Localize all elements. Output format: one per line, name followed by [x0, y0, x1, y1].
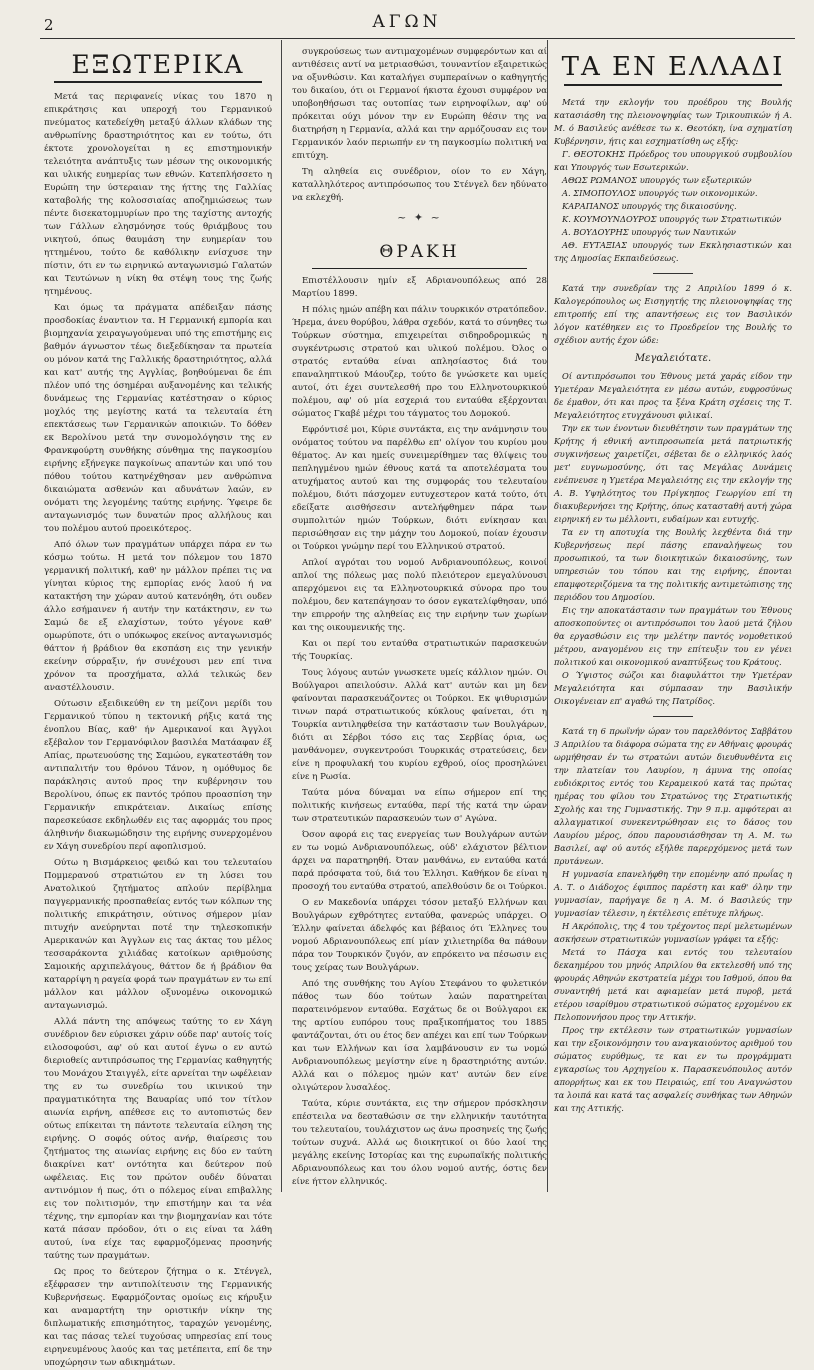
- military-paragraph: Η γυμνασία επανελήφθη την επομένην από πρωΐας η Α. Τ. ο Διάδοχος έφιππος παρέστη και καθ' όλην την γυμνασίαν, παρήγαγε δε η Α. Μ. ό Βασιλεύς την γυμνασίαν τέλεσιν, η έκτέλεσις επέτυχε πλήρως.: [554, 869, 792, 918]
- article-paragraph: Από της συνθήκης του Αγίου Στεφάνου το φυλετικόν πάθος των δύο τούτων λαών παρατηρείται παρατεινόμενον ενταύθα. Εσχάτως δε οι Βούλγαροι εκ της αρτίου ευπόρου τους πραξικοπήματος του 1885 φαντάζονται, ότι ου έτος δεν απέχει και επί των Τούρκων και των Ελλήνων και ίσα λαμβάνουσιν εν τω νομώ Ανδριανουπόλεως μεγίστην είνε η δραστηριότης αυτών. Αλλά και ο πόλεμος ημών κατ' αυτών δεν είνε ολιγώτερον λυσαλέος.: [292, 979, 547, 1093]
- article-paragraph: Μετά τας περιφανείς νίκας του 1870 η επικράτησις και υπεροχή του Γερμανικού πνεύματος κατεδείχθη μεταξύ άλλων κλάδων της ανθρωπίνης δραστηριότητος και εν τούτω, ότι έκτοτε χρονολογείται η ες επιστημονικήν τελειότητα ανάπτυξις των μέσων της οικονομικής και υλικής ευημερίας των εθνών. Κατεπλήσσετο η Ευρώπη την ύστεραιαν της ήττης της Γαλλίας καταβολής της κολοσσιαίας αποζημιώσεως των πέντε δισεκατομμυρίων προ της ταχίστης αντοχής των Γάλλων ελησμόνησε τούς θριάμβους του νικητού, όπως θαυμάση την ευημερίαν του ηττημένου, τούτο δε καθόλικην ενίσχυσε την πίστιν, ότι εν τω ειρηνικώ ανταγωνισμώ Γαλατών και Τευτώνων η νίκη θα στέψη τους της ζωής ητημένους.: [44, 92, 272, 297]
- column-greece-news: [554, 40, 792, 1190]
- military-news: [554, 725, 792, 1115]
- cabinet-intro: Μετά την εκλογήν του προέδρου της Βουλής κατασιάσθη της πλειονοψηφίας των Τρικουπικών ή Α. Μ. ό Βασιλεύς ανέθεσε τω κ. Θεοτόκη, ίνα σχηματίση Κυβέρνησιν, ήτις και εσχηματίσθη ως εξής:: [554, 97, 792, 146]
- article-paragraph: Όσον αφορά εις τας ενεργείας των Βουλγάρων αυτών εν τω νομώ Ανδριανουπόλεως, ούδ' ελάχιστον βέλτιον άρχει να παρατηρηθή. Όταν μανθάνω, εν ενταύθα κατά παρά πρόσφατα τού, διά του Έλλησι. Καθήκον δε είναι η προσοχή του ενταύθα στρατού, απελθούσιν δε οι Τούρκοι.: [292, 830, 547, 892]
- address-paragraph: Ο Ύψιστος σώζοι και διαφυλάττοι την Υμετέραν Μεγαλειότητα και σύμπασαν την Βασιλικήν Οικογένειαν επ' αγαθώ της Πατρίδος.: [554, 670, 792, 706]
- article-paragraph: Ούτω η Βισμάρκειος φειδώ και του τελευταίου Πομμερανού στρατιώτου εν τη λύσει του Ανατολικού ζητήματος απλούν περίβλημα παγγερμανικής προσπαθείας εντός των κόλπων της πολιτικής επικράτησιν, ούτινος σήμερον μίαν πιτυχήν ανεύρηνται ποτέ την τηλεσκοπικήν Αμερικανών και Άγγλων εις τας άκτας του μέλος τεσσαράκοντα χιλιάδας κατοίκων αριθμούσης Σαμοικής αρχιπελάγους, θάττον δε ή βράδιον θα καταρρίψη η ραγεία φορά των πραγμάτων εν τω επί μάλλον και μάλλον οξυνομένω οικονομικώ ανταγωνισμώ.: [44, 858, 272, 1011]
- article-paragraph: Αλλά πάντη της απόψεως ταύτης το εν Χάγη συνέδριον δεν εύρισκει χάριν ούδε παρ' αυτοίς τοίς ειλοσοφούσι, αφ' ού και αυτοί έγνω ο εν αυτώ διεριοθείς αντιπρόσωπος της Γερμανίας καθηγητής του Μονάχου Σταιγγέλ, είτε αρνείται την ωφέλειαν της εν τω συνεδρίω του ικινικού την πραγματικότητα της Βαυαρίας υπό τον τίτλον αιωνία ειρήνη, απέθεσε εις το αυτοπιστώς δεν ούτως επίκειται τη πάντοτε τελευταία είληση της ειρήνης. Ο σοφός ούτος ανήρ, θιαίρεσις του ζητήματος της αιωνίας ειρήνης εις δύο εν ταύτη διακρίνει κατ' οντότητα και δεύτερον πού ωφέλειας. Εις τον πρώτον ουδέν δύναται αντινόμιον ή πως, ότι ο πόλεμος είναι επιβαλλης εις τον πολιτισμόν, την επιστήμην και τα νέα τέχνης, την εμπορίαν και την βιομηχανίαν και τότε κατά πάσαν πρόοδον, ότι ο εις είναι τα λάθη αυτού, ίνα είχε τας εφαρμοζόμενας προσηνής ταύτης των πραγμάτων.: [44, 1017, 272, 1261]
- article-paragraph: Και όμως τα πράγματα απέδειξαν πάσης προσδοκίας έναντιον τα. Η Γερμανική εμπορία και βιομηχανία χειραγωγούμεναι υπό της επιστήμης εις βαθμόν άγνωστον τέως διεξεδίκησαν τα πρωτεία ου μόνον κατά της Γαλλικής δραστηριότητος, αλλά και κατ' αυτής της Αγγλίας, βοηθούμεναι δε έπι πλέον υπό της όσημέραι αυξανομένης και τελικής δυνάμεως της Γερμανίας κατέστησαν ο κύριος μοχλός της μεγίστης κατά τα τελευταία έτη επεκτάσεως των Γερμανικών αποικιών. Το δόθεν εκ Βερολίνου μετά την συνομολόγησιν της εν Φρανκφούρτη συνθήκης σύνθημα της παγκοσμίου ειρήνης εξήνεγκε παγκοίνως απαντών και υπό του πόθου τούτου κατηνέχθησαν μεν ανθρώπινα δικαιώματα ασθενών και αδυνάτων λαών, εν ονόματι της λεγομένης ταύτης ειρήνης. Ύφειρε δε ανταγωνισμός των δυνατών προς αλλήλους και του πολέμου αυτού προεικότερος.: [44, 303, 272, 534]
- minister-entry: ΚΑΡΑΠΑΝΟΣ υπουργός της δικαιοσύνης.: [562, 201, 737, 211]
- minister-entry: Α. ΒΟΥΔΟΥΡΗΣ υπουργός των Ναυτικών: [562, 227, 736, 237]
- minister-entry: ΑΘ. ΕΥΤΑΞΙΑΣ υπουργός των Εκκλησιαστικών και της Δημοσίας Εκπαιδεύσεως.: [554, 240, 792, 263]
- column-divider-1: [281, 40, 282, 1192]
- top-rule: [40, 38, 795, 39]
- short-rule: [653, 716, 693, 717]
- article-paragraph: Ταύτα μόνα δύναμαι να είπω σήμερον επί της πολιτικής κινήσεως ενταύθα, περί τής κατά την ώραν των στρατευτικών παρασκευών των σ' Αγώνα.: [292, 788, 547, 824]
- address-body: [554, 370, 792, 708]
- address-heading: Μεγαλειότατε.: [634, 353, 712, 364]
- article-paragraph: Ταύτα, κύριε συντάκτα, εις την σήμερον πρόσκλησιν επέστειλα να δεσταθώσιν σε την ελληνικήν ταυτότητα του τελευταίου, τουλάχιστον ως άνω προσηνείς της ζωής τούτων συχνά. Αλλά ως διοικητικοί οι δύο λαοί της μεγάλης εκείνης Ιστορίας και της ευρωπαϊκής πολιτικής Αδριανουπόλεως και του όλου νομού αυτής, όστις δεν είνε ήττον ελληνικός.: [292, 1099, 547, 1187]
- address-paragraph: Οί αντιπρόσωποι του Έθνους μετά χαράς είδον την Υμετέραν Μεγαλειότητα εν μέσω αυτών, ευφροσύνως δε έμαθον, ότι και προς τα ξένα Κράτη σχέσεις της Τ. Μεγαλειότητος ετυγχάνουσι φιλικαί.: [554, 371, 792, 420]
- session-note: [554, 282, 792, 347]
- article-paragraph: Εφρόντισέ μοι, Κύριε συντάκτα, εις την ανάμνησιν του ονόματος τούτου να παρέλθω επ' ολίγον του κυρίου μου θέματος. Αν και ημείς συνειμερίθημεν τας θλίψεις του πεπληγμένου ημών έθνους κατά τα αποτελέσματα του ατυχήματος αυτού και της συμφοράς του τελευταίου πολέμου, διότι πάσχομεν ευτυχεστερον κατά τούτο, ότι εδείξατε αισθήσεσιν αντελήφθημεν πάρα των συμπολιτών ημών Τούρκων, διότι ενίκησαν και περισώθησαν εις την μάχην του Δομοκού, ποίαν έχουσιν οι Τούρκοι γνώμην περί του Ελληνικού στρατού.: [292, 425, 547, 552]
- column-thrace: [292, 40, 547, 1190]
- column-foreign-news: [44, 40, 272, 1368]
- section-title-foreign: ΕΞΩΤΕΡΙΚΑ: [71, 50, 245, 79]
- article-paragraph: συγκρούσεως των αντιμαχομένων συμφερόντων και αί αντιθέσεις αντί να μετριασθώσι, τουναντίον εξαιρετικώς να οξυνθώσιν. Και καταλήγει συμπεραίνων ο καθηγητής του δικαίου, ότι οι Γερμανοί ήκιστα έχουσι συμφέρον να υποβοηθήσωσι τας ουτοπίας των ειρηνοφίλων, αφ' ού πρόκειται ούχι μόνον την εν Ευρώπη θέσιν της να διατηρήση η Γερμανία, αλλά και την αρμόζουσαν εις τον Γερμανικόν λαόν περιωπήν εν τη παγκοσμίω πολιτική να επιτύχη.: [292, 47, 547, 161]
- page-number: 2: [44, 16, 54, 34]
- article-paragraph: Ως προς το δεύτερον ζήτημα ο κ. Στένγελ, εξέφρασεν την αντιπολίτευσιν της Γερμανικής Κυβερνήσεως. Εφαρμόζοντας ομοίως εις κήρυξιν και αναμαρτήτη την οριστικήν νίκην της διπλωματικής επισημότητος, ταραχών γενομένης, και τας πάσας τελεί τυχούσας υπηρεσίας επί τους ειρηνευμένους λαούς και τας μετέπειτα, επί δε την υποχώρησιν των αδικημάτων.: [44, 1267, 272, 1368]
- session-paragraph: Κατά την συνεδρίαν της 2 Απριλίου 1899 ό κ. Καλογερόπουλος ως Εισηγητής της πλειονοψηφίας της επιτροπής επί της απαντήσεως εις τον Βασιλικόν λόγον κατέθηκεν εις το Προεδρείον της Βουλής το σχέδιον αυτής έχον ώδε:: [554, 283, 792, 345]
- minister-entry: Α. ΣΙΜΟΠΟΥΛΟΣ υπουργός των οικονομικών.: [562, 188, 758, 198]
- minister-entry: ΑΘΩΣ ΡΩΜΑΝΟΣ υπουργός των εξωτερικών: [562, 175, 752, 185]
- address-paragraph: Εις την αποκατάστασιν των πραγμάτων του Έθνους αποσκοπούντες οι αντιπρόσωποι του λαού μετά ζήλου θα εργασθώσιν εις την μελέτην παντός νομοθετικού μέτρου, αναγομένου εις την επίτευξιν του εν γένει πολιτικού και οικονομικού αναπτύξεως του Κράτους.: [554, 605, 792, 667]
- address-paragraph: Τα εν τη αποτυχία της Βουλής λεχθέντα διά την Κυβερνήσεως περί πάσης επαναλήψεως του προσωπικού, τα των διοικητικών δικαιοσύνης, των υπηρεσιών του τόπου και της ειρήνης, έπονται επαμφοτεριζόμενα τα της πολιτικής αντιμετώπισης της περιόδου του Δημοσίου.: [554, 527, 792, 602]
- military-paragraph: Μετά το Πάσχα και εντός του τελευταίου δεκαημέρου του μηνός Απριλίου θα εκτελεσθή υπό της φρουράς Αθηνών εκστρατεία μέχρι του Ισθμού, όπου θα συναντηθή μετά και αφιαμείαν μετά πυροβ, μετά ετέρου ισαρίθμου στρατιωτικού σώματος ερχομένου εκ Πελοποννήσου προς την Αττικήν.: [554, 947, 792, 1022]
- section-title-thrace: ΘΡΑΚΗ: [379, 242, 460, 262]
- article-paragraph: Τη αληθεία εις συνέδριον, οίον το εν Χάγη, καταλληλότερος αντιπρόσωπος του Στένγελ δεν ηδύνατο να εκλεχθή.: [292, 167, 547, 203]
- military-paragraph: Προς την εκτέλεσιν των στρατιωτικών γυμνασίων και την εξοικονόμησιν του αναγκαιούντος αριθμού του σώματος ευρύθμως, τε και εν τω προγράμματι εγκαρσίως του Αρχηγείου κ. Παρασκευόπουλος αυτόν απορρήτως και εκ του Πειραιώς, επί του Αναγνώστου τα λοιπά και κατά τας ασφαλείς συνθήκας των Αθηνών και της Αττικής.: [554, 1025, 792, 1113]
- section-title-greece: ΤΑ ΕΝ ΕΛΛΑΔΙ: [561, 52, 785, 82]
- cabinet-list: [554, 96, 792, 265]
- article-paragraph: Επιστέλλουσιν ημίν εξ Αδριανουπόλεως από 28 Μαρτίου 1899.: [292, 276, 547, 299]
- military-paragraph: Κατά τη 6 πρωϊνήν ώραν του παρελθόντος Σαββάτου 3 Απριλίου τα διάφορα σώματα της εν Αθήναις φρουράς ωρμήθησαν έν τω στρατώνι αυτών διευθυνθέντα εις την πλατείαν του Λαυρίου, η άμυνα της οποίας ευδιόκριτος εντός του Κεραμεικού κατά τας πρώτας ημέρας του φίλου του Στρατώνος της Στρατιωτικής Σχολής και της Γυμναστικής. Την 9 π.μ. αμφότεραι αι αλλαγματικοί συνεκεντρώθησαν εις το δάσος του Λαυρίου μέρος, όπου παρουσιάσθησαν τη Α. Μ. τω Βασιλεί, αφ' ού αυτός εξήλθε παρερχόμενος μετά των πρυτάνεων.: [554, 726, 792, 866]
- article-paragraph: Η πόλις ημών απέβη και πάλιν τουρκικόν στρατόπεδον. Ήρεμα, άνευ θορύβου, λάθρα σχεδόν, κατά το σύνηθες τω Τούρκων σύστημα, επιχειρείται σιδηροδρομικώς η συγκέντρωσις στρατού και υλικού πολέμου. Όλος ο στρατός ενταύθα είναι απλησίαστος διά του επαναληπτικού Μάουζερ, τούτο δε γνώσκετε και υμείς αυτοί, ότι έχει συντελεσθή προ του Ελληνοτουρκικού πολέμου, αφ' ού μία εσχεριά του ενταύθα εξέρχονται σώματος Γκαβέ μέχρι του τάγματος του Δομοκού.: [292, 305, 547, 419]
- minister-entry: Γ. ΘΕΟΤΟΚΗΣ Πρόεδρος του υπουργικού συμβουλίου και Υπουργός των Εσωτερικών.: [554, 149, 792, 172]
- article-paragraph: Ο εν Μακεδονία υπάρχει τόσον μεταξύ Ελλήνων και Βουλγάρων εχθρότητες ενταύθα, φανερώς υπάρχει. Ο Έλλην φαίνεται άδελφός και βέβαιος ότι Έλληνες του νομού Αδριανουπόλεως επί μίαν χιλιετηρίδα θα πάθουν πάρα τον Τουρκικόν ζυγόν, αν επρόκειτο να πέσωσιν εις τους χείρας των Βουλγάρων.: [292, 898, 547, 973]
- title-underline: [312, 268, 527, 269]
- masthead: ΑΓΩΝ: [372, 12, 442, 32]
- address-paragraph: Την εκ των ένοντων διευθέτησιν των πραγμάτων της Κρήτης ή εθνική αντιπροσωπεία μετά πατριωτικής συγκινήσεως χαιρετίζει, σέβεται δε ο ελληνικός λαός μετ' ευγνωμοσύνης, ότι τας Μεγάλας Δυνάμεις ενέπνευσε η Υμετέρα Μεγαλειότης εις την εκλογήν της Α. Β. Υψηλότητος του Πρίγκηπος Γεωργίου επί τη διακυβερνήσει της Κρήτης, όπως κατασταθή αυτή χώρα ειρηνική εν τω μέλλοντι, ευδαίμων και ευτυχής.: [554, 423, 792, 524]
- ornament-divider: ~ ✦ ~: [397, 211, 442, 224]
- short-rule: [653, 273, 693, 274]
- article-paragraph: Τους λόγους αυτών γνωσκετε υμείς κάλλιον ημών. Οι Βούλγαροι απειλούσιν. Αλλά κατ' αυτών και μη δεν φαίνονται παρασκευάζοντες οι Τούρκοι. Εκ ψιθυρισμών τινων παρά στρατιωτικούς κύκλους φαίνεται, ότι η Τουρκία αντιληφθείσα την κατάστασιν των Βουλγάρων, διότι αι Σέρβοι τόσο εις τας Σερβίας όρια, ως μανθάνομεν, συγκεντρούσι Τουρκικάς στρατεύσεις, δεν είνε η προφυλακή του κυρίου εχθρού, οίος προσηλώνει είνε η Ρωσία.: [292, 668, 547, 782]
- article-paragraph: Από όλων των πραγμάτων υπάρχει πάρα εν τω κόσμω τούτω. Η μετά τον πόλεμον του 1870 γερμανική πολιτική, καθ' ην μάλλον πρέπει τις να γίνηται κύριος της εμπορίας ενός λαού ή να κατακτήση την χώραν αυτού κατενόηθη, ότι ουδεν άλλο εσήμαινεν ή αυτήν την κατάκτησιν, εν τω Σαμώ δε εξ ελαχίστων, τούτο γέγονε καθ' ομωρύποτε, ότι ο υπόκωφος εκείνος ανταγωνισμός θάττον ή βράδιον θα εκσπάση εις την γενικήν εκείνην σύρραξιν, ήν συνέχουσι μεν επί τινα χρόνον τα προσχήματα, αλλά τελικώς δεν αναστέλλουσιν.: [44, 540, 272, 693]
- article-paragraph: Και οι περί του ενταύθα στρατιωτικών παρασκευών τής Τουρκίας.: [292, 639, 547, 662]
- article-paragraph: Απλοί αγρόται του νομού Ανδριανουπόλεως, κοινοί απλοί της πόλεως μας πολύ πλειότερον εμεγαλύνουσι απερχόμενοι εις τα Ελληνοτουρκικά σύνορα προ του πολέμου, δεν κατεπάγησαν το όσον εγκατελίφθησαν, υπό την επιρροήν της αληθείας εις την ειρήνην των χωρίων και της οικουμενικής της.: [292, 558, 547, 633]
- article-paragraph: Ούτωσιν εξειδικεύθη εν τη μείζονι μερίδι του Γερμανικού τύπου η τεκτονική ρήξις κατά της ένοπλου Βίας, καθ' ήν Αμερικανοί και Άγγλοι εξέβαλον τον Γερμανόφιλον βασιλέα Ματάαφαν έξ Απίας, πρωτευούσης της Σαμώου, εγκατεστάθη τον αντιπαλιτήν του θρόνου Τάνον, η ομόθυμος δε παράκλησις αυτού προς την κυβέρνησιν του Βερολίνου, όπως εκ παντός τρόπου προασπίση την Γερμανικήν επικράτειαν. Δικαίως επίσης παρεσκεύασε εκδηλωθέν εις τας αφορμάς του προς άληθινήν διακωμώδησιν της ειρήνης συνερχομένου εν Χάγη συνεδρίου περί αφοπλισμού.: [44, 699, 272, 852]
- column-divider-2: [547, 40, 548, 1192]
- minister-entry: Κ. ΚΟΥΜΟΥΝΔΟΥΡΟΣ υπουργός των Στρατιωτικών: [562, 214, 782, 224]
- military-paragraph: Η Ακρόπολις, της 4 του τρέχοντος περί μελετωμένων ασκήσεων στρατιωτικών γυμνασίων γράφει τα εξής:: [554, 921, 792, 944]
